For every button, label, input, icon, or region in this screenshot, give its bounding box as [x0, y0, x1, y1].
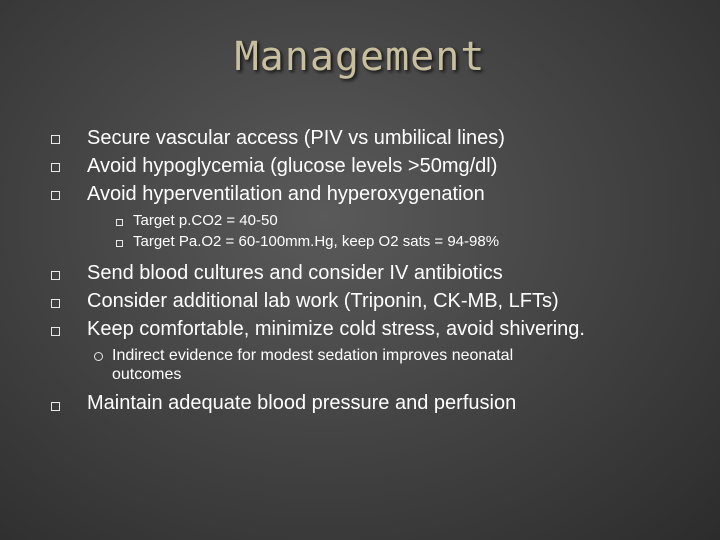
- square-bullet-icon: [51, 402, 60, 411]
- slide-title: Management: [234, 34, 486, 80]
- sub-bullet-item: Indirect evidence for modest sedation improves neonatal: [112, 347, 514, 364]
- square-bullet-icon: [51, 191, 60, 200]
- sub-bullet-item: Target Pa.O2 = 60-100mm.Hg, keep O2 sats = 94-98%: [133, 233, 500, 250]
- square-bullet-icon: [51, 299, 60, 308]
- bullet-item: Avoid hyperventilation and hyperoxygenation: [87, 183, 485, 205]
- bullet-item: Avoid hypoglycemia (glucose levels >50mg/dl): [87, 155, 498, 177]
- bullet-item: Maintain adequate blood pressure and perfusion: [87, 392, 517, 414]
- bullet-item: Secure vascular access (PIV vs umbilical lines): [87, 127, 505, 149]
- small-square-bullet-icon: [116, 219, 123, 226]
- circle-bullet-icon: [94, 352, 103, 361]
- bullet-item: Keep comfortable, minimize cold stress, avoid shivering.: [87, 318, 585, 340]
- square-bullet-icon: [51, 327, 60, 336]
- square-bullet-icon: [51, 135, 60, 144]
- small-square-bullet-icon: [116, 240, 123, 247]
- bullet-item: Send blood cultures and consider IV antibiotics: [87, 262, 503, 284]
- bullet-item: Consider additional lab work (Triponin, CK-MB, LFTs): [87, 290, 559, 312]
- sub-bullet-item-continued: outcomes: [112, 366, 182, 383]
- square-bullet-icon: [51, 271, 60, 280]
- sub-bullet-item: Target p.CO2 = 40-50: [133, 212, 278, 229]
- square-bullet-icon: [51, 163, 60, 172]
